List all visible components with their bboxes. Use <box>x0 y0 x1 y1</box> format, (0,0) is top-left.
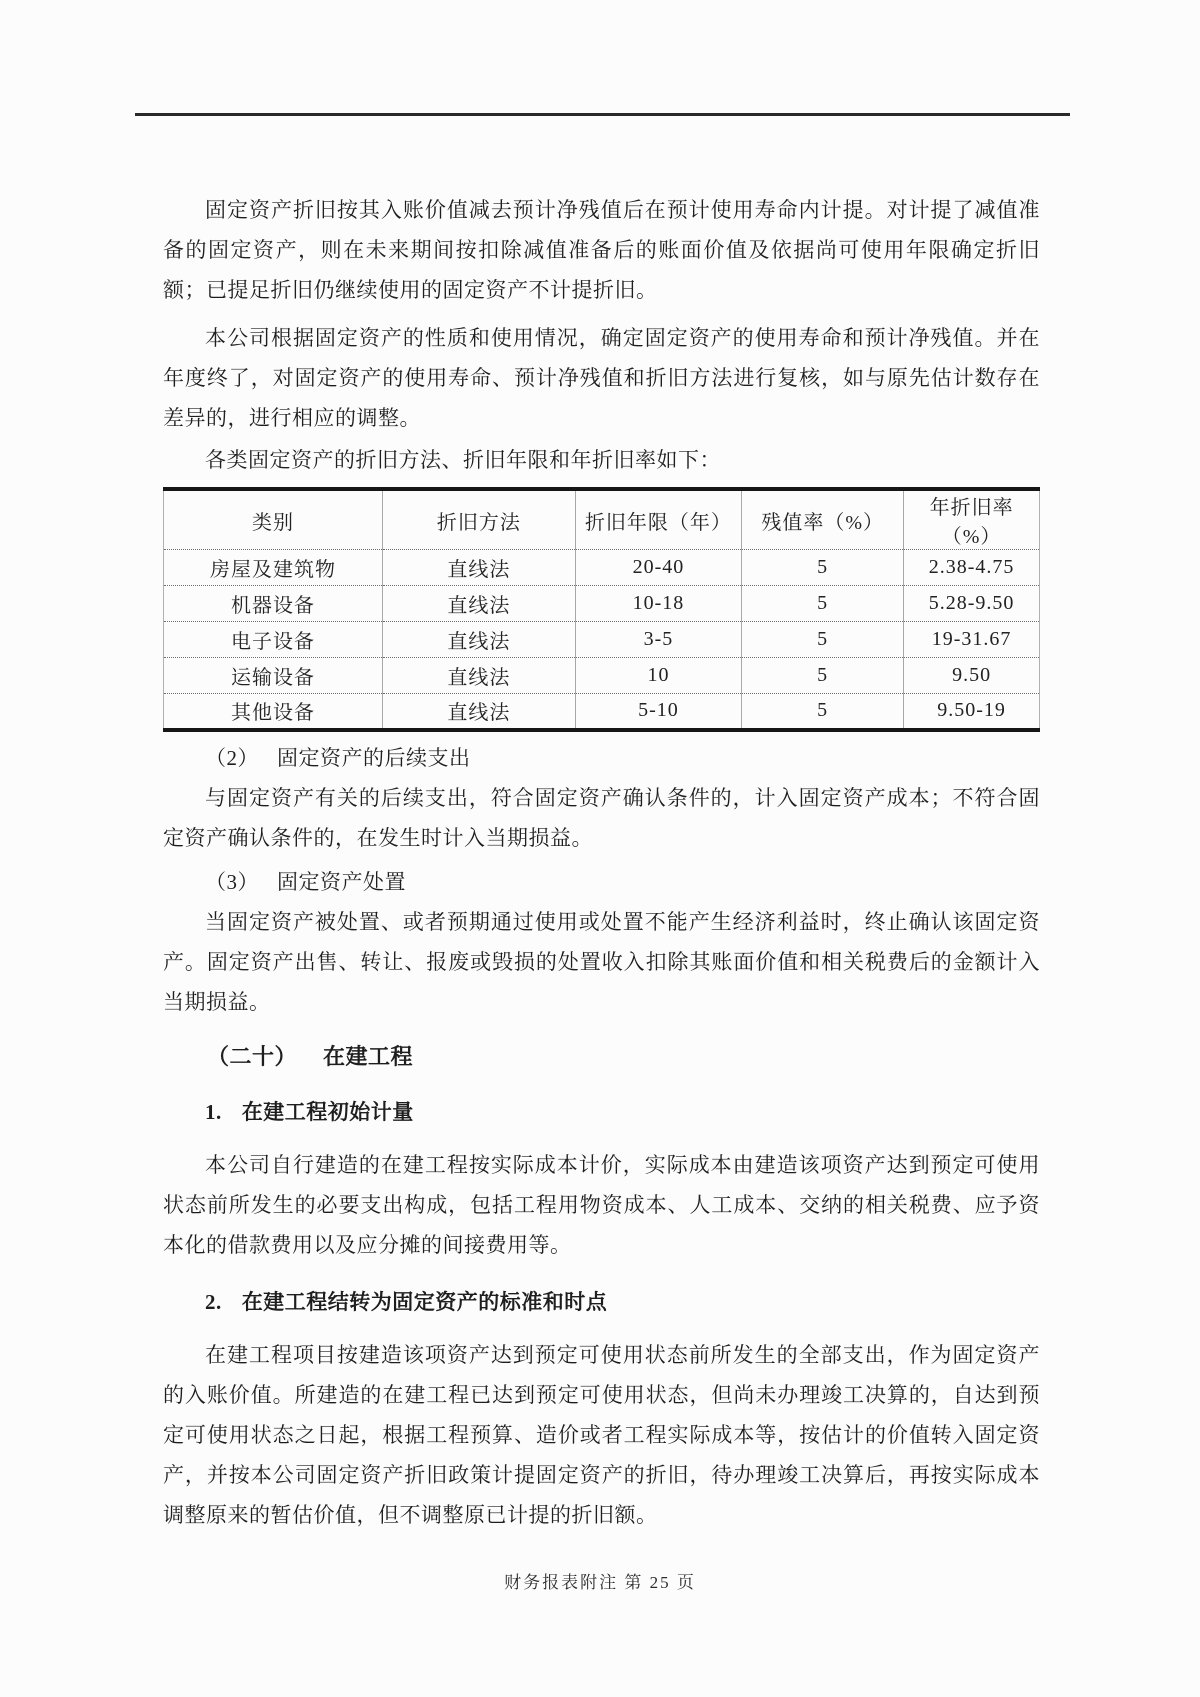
paragraph-disposal: 当固定资产被处置、或者预期通过使用或处置不能产生经济利益时，终止确认该固定资产。固定资产出售、转让、报废或毁损的处置收入扣除其账面价值和相关税费后的金额计入当期损益。 <box>163 909 1040 1014</box>
paragraph-cip-transfer: 在建工程项目按建造该项资产达到预定可使用状态前所发生的全部支出，作为固定资产的入账价值。所建造的在建工程已达到预定可使用状态，但尚未办理竣工决算的，自达到预定可使用状态之日起，根据工程预算、造价或者工程实际成本等，按估计的价值转入固定资产，并按本公司固定资产折旧政策计提固定资产的折旧，待办理竣工决算后，再按实际成本调整原来的暂估价值，但不调整原已计提的折旧额。 <box>163 1342 1040 1527</box>
table-cell: 直线法 <box>383 658 576 694</box>
paragraph-cip-initial-measurement: 本公司自行建造的在建工程按实际成本计价，实际成本由建造该项资产达到预定可使用状态前所发生的必要支出构成，包括工程用物资成本、人工成本、交纳的相关税费、应予资本化的借款费用以及应分摊的间接费用等。 <box>163 1152 1040 1257</box>
heading-sub-2-title: 在建工程结转为固定资产的标准和时点 <box>241 1289 608 1314</box>
header-annual-rate: 年折旧率（%） <box>904 489 1040 550</box>
page-footer: 财务报表附注 第 25 页 <box>504 1573 696 1592</box>
table-cell: 5 <box>742 658 904 694</box>
table-cell: 5.28-9.50 <box>904 586 1040 622</box>
heading-sub-2-number: 2. <box>205 1289 222 1314</box>
table-row <box>164 622 1040 658</box>
table-cell: 直线法 <box>383 586 576 622</box>
table-cell: 机器设备 <box>164 586 383 622</box>
table-cell: 5 <box>742 694 904 730</box>
document-body <box>163 190 1040 1535</box>
table-header-row <box>164 489 1040 550</box>
table-cell: 其他设备 <box>164 694 383 730</box>
heading-item-2-title: 固定资产的后续支出 <box>277 745 471 770</box>
table-row <box>164 694 1040 730</box>
header-method: 折旧方法 <box>383 489 576 550</box>
table-cell: 5 <box>742 550 904 586</box>
page-header-rule <box>135 113 1070 116</box>
paragraph-subsequent-expenditure: 与固定资产有关的后续支出，符合固定资产确认条件的，计入固定资产成本；不符合固定资产确认条件的，在发生时计入当期损益。 <box>163 785 1040 850</box>
table-cell: 电子设备 <box>164 622 383 658</box>
heading-sub-1-title: 在建工程初始计量 <box>241 1099 414 1124</box>
heading-item-3 <box>163 862 1040 902</box>
table-cell: 10 <box>575 658 741 694</box>
table-cell: 房屋及建筑物 <box>164 550 383 586</box>
depreciation-table <box>163 487 1040 732</box>
table-cell: 5-10 <box>575 694 741 730</box>
paragraph-depreciation-policy: 固定资产折旧按其入账价值减去预计净残值后在预计使用寿命内计提。对计提了减值准备的固定资产，则在未来期间按扣除减值准备后的账面价值及依据尚可使用年限确定折旧额；已提足折旧仍继续使用的固定资产不计提折旧。 <box>163 198 1040 302</box>
table-cell: 5 <box>742 622 904 658</box>
table-cell: 19-31.67 <box>904 622 1040 658</box>
table-cell: 2.38-4.75 <box>904 550 1040 586</box>
heading-item-3-title: 固定资产处置 <box>277 869 406 894</box>
header-years: 折旧年限（年） <box>575 489 741 550</box>
heading-sub-1-number: 1. <box>205 1099 222 1124</box>
heading-item-2 <box>163 738 1040 778</box>
heading-section-20-title: 在建工程 <box>323 1043 414 1069</box>
table-cell: 20-40 <box>575 550 741 586</box>
heading-sub-2 <box>163 1282 1040 1322</box>
depreciation-table-header <box>164 489 1040 550</box>
table-row <box>164 658 1040 694</box>
table-cell: 直线法 <box>383 550 576 586</box>
table-cell: 9.50 <box>904 658 1040 694</box>
table-cell: 直线法 <box>383 622 576 658</box>
heading-item-2-number: （2） <box>205 745 259 770</box>
header-category: 类别 <box>252 511 294 534</box>
table-cell: 5 <box>742 586 904 622</box>
table-cell: 10-18 <box>575 586 741 622</box>
table-cell: 9.50-19 <box>904 694 1040 730</box>
heading-section-20 <box>163 1037 1040 1077</box>
paragraph-useful-life-review: 本公司根据固定资产的性质和使用情况，确定固定资产的使用寿命和预计净残值。并在年度终了，对固定资产的使用寿命、预计净残值和折旧方法进行复核，如与原先估计数存在差异的，进行相应的调整。 <box>163 326 1040 430</box>
paragraph-table-intro: 各类固定资产的折旧方法、折旧年限和年折旧率如下： <box>205 448 721 472</box>
heading-item-3-number: （3） <box>205 869 259 894</box>
table-row <box>164 550 1040 586</box>
heading-section-20-number: （二十） <box>207 1043 298 1069</box>
table-cell: 运输设备 <box>164 658 383 694</box>
table-row <box>164 586 1040 622</box>
table-cell: 直线法 <box>383 694 576 730</box>
header-residual-rate: 残值率（%） <box>742 489 904 550</box>
depreciation-table-body <box>164 550 1040 730</box>
heading-sub-1 <box>163 1092 1040 1132</box>
table-cell: 3-5 <box>575 622 741 658</box>
